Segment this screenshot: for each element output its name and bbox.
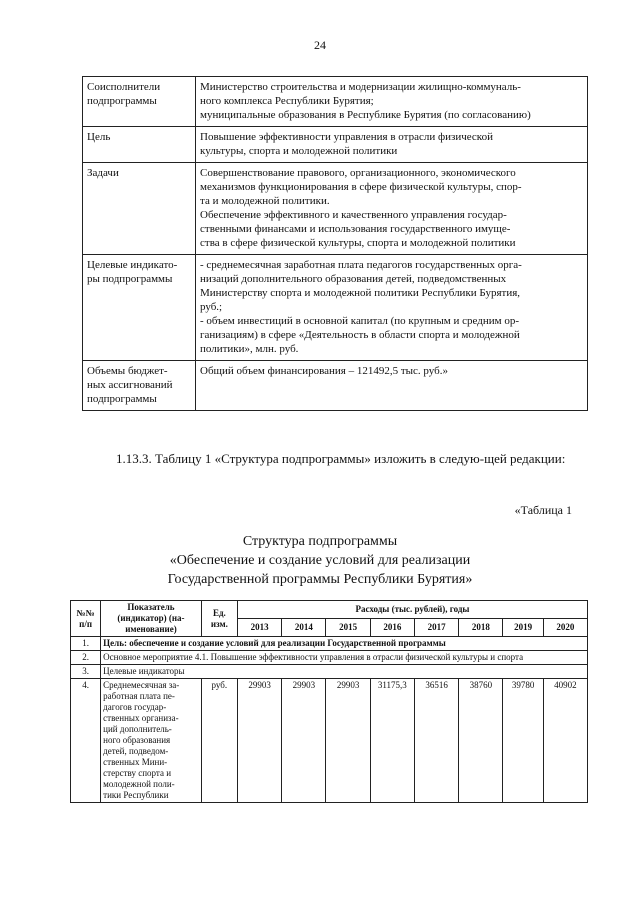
value-cell: 29903	[326, 679, 370, 803]
subprogram-passport-table	[82, 76, 588, 411]
header-expenses: Расходы (тыс. рублей), годы	[237, 601, 587, 619]
passport-row-coexecutors	[83, 77, 588, 127]
row-num: 4.	[71, 679, 101, 803]
passport-value: Общий объем финансирования – 121492,5 тыс. руб.»	[196, 361, 588, 411]
passport-row-tasks	[83, 163, 588, 255]
header-year: 2019	[503, 619, 543, 637]
row-num: 1.	[71, 637, 101, 651]
header-num: №№ п/п	[71, 601, 101, 637]
header-indicator: Показатель (индикатор) (на-именование)	[101, 601, 202, 637]
structure-header-row	[71, 601, 588, 619]
structure-title: Структура подпрограммы «Обеспечение и создание условий для реализации Государственной программы Республики Бурятия»	[167, 534, 473, 587]
passport-value: Повышение эффективности управления в отрасли физической культуры, спорта и молодежной политики	[196, 127, 588, 163]
row-text: Основное мероприятие 4.1. Повышение эффективности управления в отрасли физической культуры и спорта	[101, 651, 588, 665]
header-year: 2017	[414, 619, 458, 637]
passport-label: Соисполнители подпрограммы	[83, 77, 196, 127]
header-year: 2016	[370, 619, 414, 637]
row-num: 2.	[71, 651, 101, 665]
passport-label: Задачи	[83, 163, 196, 255]
header-year: 2020	[543, 619, 587, 637]
header-unit: Ед. изм.	[201, 601, 237, 637]
passport-label: Объемы бюджет- ных ассигнований подпрограммы	[83, 361, 196, 411]
value-cell: 38760	[459, 679, 503, 803]
row-text: Цель: обеспечение и создание условий для реализации Государственной программы	[101, 637, 588, 651]
unit-cell: руб.	[201, 679, 237, 803]
table-reference: «Таблица 1	[514, 503, 572, 517]
header-year: 2018	[459, 619, 503, 637]
header-year: 2015	[326, 619, 370, 637]
value-cell: 36516	[414, 679, 458, 803]
passport-label: Цель	[83, 127, 196, 163]
passport-row-budget	[83, 361, 588, 411]
table-row	[71, 637, 588, 651]
header-year: 2014	[282, 619, 326, 637]
value-cell: 29903	[237, 679, 281, 803]
indicator-name: Среднемесячная за- работная плата пе- дагогов государ- ственных организа- ций дополнитель- ного образования детей, подведом- ственных Мини- стерству спорта и молодежной поли- тики Республики	[101, 679, 202, 803]
structure-table	[70, 600, 588, 803]
passport-label: Целевые индикато- ры подпрограммы	[83, 255, 196, 361]
value-cell: 40902	[543, 679, 587, 803]
page-number: 24	[314, 38, 326, 52]
table-row	[71, 679, 588, 803]
value-cell: 29903	[282, 679, 326, 803]
passport-value: Министерство строительства и модернизации жилищно-коммуналь- ного комплекса Республики Бурятия; муниципальные образования в Республике Бурятия (по согласованию)	[196, 77, 588, 127]
passport-value: Совершенствование правового, организационного, экономического механизмов функционирования в сфере физической культуры, спор- та и молодежной политики. Обеспечение эффективного и качественного управления государ- ственными финансами и использования государственного имуще- ства в сфере физической культуры, спорта и молодежной политики	[196, 163, 588, 255]
passport-value: - среднемесячная заработная плата педагогов государственных орга- низаций дополнительного образования детей, подведомственных Министерству спорта и молодежной политики Республики Бурятия, руб.; - объем инвестиций в основной капитал (по крупным и средним ор- ганизациям) в сфере «Деятельность в области спорта и молодежной политики», млн. руб.	[196, 255, 588, 361]
table-row	[71, 665, 588, 679]
header-year: 2013	[237, 619, 281, 637]
passport-row-goal	[83, 127, 588, 163]
amendment-paragraph: 1.13.3. Таблицу 1 «Структура подпрограммы» изложить в следую-щей редакции:	[116, 451, 566, 466]
value-cell: 31175,3	[370, 679, 414, 803]
row-num: 3.	[71, 665, 101, 679]
value-cell: 39780	[503, 679, 543, 803]
row-text: Целевые индикаторы	[101, 665, 588, 679]
table-row	[71, 651, 588, 665]
passport-row-indicators	[83, 255, 588, 361]
